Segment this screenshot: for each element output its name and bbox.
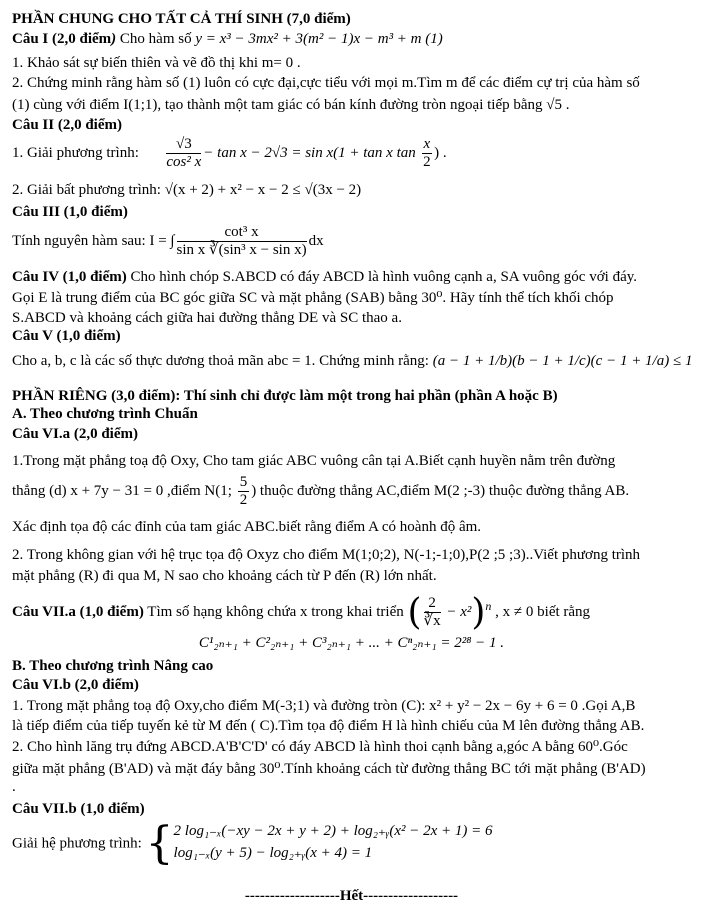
q2-item1-equation: − tan x − 2√3 = sin x(1 + tan x tan bbox=[203, 145, 420, 162]
q6b-line3: 2. Cho hình lăng trụ đứng ABCD.A'B'C'D' có đáy ABCD là hình thoi cạnh bằng a,góc A bằng 60⁰.Góc bbox=[12, 739, 628, 755]
q7a-line: Câu VII.a (1,0 điểm) Tìm số hạng không chứa x trong khai triển ( $\frac{2}{∛x}$ − x²)$^n$ , x ≠ 0 biết rằng bbox=[12, 592, 591, 633]
q1-heading: Câu I (2,0 điểm bbox=[12, 31, 112, 47]
part-b-heading: B. Theo chương trình Nâng cao bbox=[12, 658, 214, 674]
q6b-line5: . bbox=[12, 779, 16, 795]
q6b-heading: Câu VI.b (2,0 điểm) bbox=[12, 677, 139, 693]
q6a-line5: mặt phẳng (R) đi qua M, N sao cho khoảng cách từ P đến (R) lớn nhất. bbox=[12, 568, 437, 584]
q2-item1: 1. Giải phương trình: $\frac{√3}{\text{cos² x}}$ − tan x − 2√3 = sin x(1 + tan x tan $\frac{x}{2}$ ) . bbox=[12, 136, 447, 171]
q1-heading-line: Câu I (2,0 điểm) Cho hàm số y = x³ − 3mx² + 3(m² − 1)x − m³ + m (1) bbox=[12, 31, 443, 47]
q4-line2: Gọi E là trung điểm của BC góc giữa SC và mặt phẳng (SAB) bằng 30⁰. Hãy tính thể tích khối chóp bbox=[12, 290, 614, 306]
q4-line1: Câu IV (1,0 điểm) Cho hình chóp S.ABCD có đáy ABCD là hình vuông cạnh a, SA vuông góc với đáy. bbox=[12, 269, 637, 285]
q5-heading: Câu V (1,0 điểm) bbox=[12, 328, 121, 344]
q2-item1-fraction: $\frac{√3}{\text{cos² x}}$ bbox=[166, 136, 202, 171]
q4-line3: S.ABCD và khoảng cách giữa hai đường thẳng DE và SC thao a. bbox=[12, 310, 402, 326]
q2-heading: Câu II (2,0 điểm) bbox=[12, 117, 123, 133]
q3-label: Tính nguyên hàm sau: I = ∫ bbox=[12, 233, 175, 250]
q6a-fraction: $\frac{5}{2}$ bbox=[239, 474, 248, 509]
footer-end-mark: -------------------Hết------------------- bbox=[244, 888, 459, 904]
part-a-heading: A. Theo chương trình Chuẩn bbox=[12, 406, 198, 422]
q6a-line3: Xác định tọa độ các đỉnh của tam giác ABC.biết rằng điểm A có hoành độ âm. bbox=[12, 519, 482, 535]
q7b-system: Giải hệ phương trình: { 2 log₁₋ₓ(−xy − 2x + y + 2) + log₂₊ᵧ(x² − 2x + 1) = 6 log₁₋ₓ(y + 5) − log₂₊ᵧ(x + 4) = 1 bbox=[12, 818, 493, 869]
q2-item1-half-fraction: $\frac{x}{2}$ bbox=[423, 136, 431, 171]
q2-item2: 2. Giải bất phương trình: √(x + 2) + x² − x − 2 ≤ √(3x − 2) bbox=[12, 182, 362, 198]
q5-statement: Cho a, b, c là các số thực dương thoả mãn abc = 1. Chứng minh rằng: bbox=[12, 353, 433, 369]
q1-item2a: 2. Chứng minh rằng hàm số (1) luôn có cực đại,cực tiểu với mọi m.Tìm m để các điểm cự trị của hàm số bbox=[12, 75, 640, 91]
q6a-line1: 1.Trong mặt phẳng toạ độ Oxy, Cho tam giác ABC vuông cân tại A.Biết cạnh huyền nằm trên đường bbox=[12, 453, 616, 469]
q1-intro: Cho hàm số bbox=[116, 31, 196, 47]
q7b-heading: Câu VII.b (1,0 điểm) bbox=[12, 801, 145, 817]
q1-formula: y = x³ − 3mx² + 3(m² − 1)x − m³ + m (1) bbox=[195, 31, 443, 47]
q7b-eq2: log₁₋ₓ(y + 5) − log₂₊ᵧ(x + 4) = 1 bbox=[173, 845, 373, 861]
common-heading: PHẦN CHUNG CHO TẤT CẢ THÍ SINH (7,0 điểm) bbox=[12, 11, 351, 27]
private-heading: PHẦN RIÊNG (3,0 điểm): Thí sinh chỉ được làm một trong hai phần (phần A hoặc B) bbox=[12, 388, 558, 404]
q6b-line1: 1. Trong mặt phẳng toạ độ Oxy,cho điểm M(-3;1) và đường tròn (C): x² + y² − 2x − 6y + 6 = 0 .Gọi A,B bbox=[12, 698, 636, 714]
q1-item2b: (1) cùng với điểm I(1;1), tạo thành một tam giác có bán kính đường tròn ngoại tiếp bằng √5 . bbox=[12, 97, 570, 113]
q3-integral: Tính nguyên hàm sau: I = ∫ $\frac{\text{cot³ x}}{\text{sin x ∛(sin³ x − sin x)}}$ dx bbox=[12, 224, 324, 259]
q6a-line4: 2. Trong không gian với hệ trục tọa độ Oxyz cho điểm M(1;0;2), N(-1;-1;0),P(2 ;5 ;3)..Viết phương trình bbox=[12, 547, 641, 563]
q6a-line2: thẳng (d) x + 7y − 31 = 0 ,điểm N(1; $\frac{5}{2}$ ) thuộc đường thẳng AC,điểm M(2 ;-3) thuộc đường thẳng AB. bbox=[12, 474, 630, 509]
q3-fraction: $\frac{\text{cot³ x}}{\text{sin x ∛(sin³ x − sin x)}}$ bbox=[176, 224, 307, 259]
q7a-heading: Câu VII.a (1,0 điểm) bbox=[12, 603, 144, 620]
q5-inequality: (a − 1 + 1/b)(b − 1 + 1/c)(c − 1 + 1/a) ≤ 1 bbox=[432, 353, 693, 369]
q6b-line2: là tiếp điểm của tiếp tuyến kẻ từ M đến ( C).Tìm tọa độ điểm H là hình chiếu của M lên đường thẳng AB. bbox=[12, 718, 645, 734]
q5-text bbox=[12, 352, 693, 371]
q3-heading: Câu III (1,0 điểm) bbox=[12, 204, 128, 220]
q6a-heading: Câu VI.a (2,0 điểm) bbox=[12, 426, 138, 442]
q2-item1-label: 1. Giải phương trình: bbox=[12, 145, 139, 162]
q7b-eq1: 2 log₁₋ₓ(−xy − 2x + y + 2) + log₂₊ᵧ(x² − 2x + 1) = 6 bbox=[173, 823, 493, 839]
q7b-equations bbox=[174, 822, 493, 866]
q7b-label: Giải hệ phương trình: bbox=[12, 835, 146, 852]
q4-heading: Câu IV (1,0 điểm) bbox=[12, 269, 127, 285]
q1-item1: 1. Khảo sát sự biến thiên và vẽ đồ thị khi m= 0 . bbox=[12, 55, 301, 71]
q7a-sum: C¹₂ₙ₊₁ + C²₂ₙ₊₁ + C³₂ₙ₊₁ + ... + Cⁿ₂ₙ₊₁ = 2²⁸ − 1 . bbox=[198, 635, 505, 651]
q6b-line4: giữa mặt phẳng (B'AD) và mặt đáy bằng 30⁰.Tính khoảng cách từ đường thẳng BC tới mặt phẳng (B'AD) bbox=[12, 761, 646, 777]
q7a-fraction: $\frac{2}{∛x}$ bbox=[423, 594, 441, 629]
